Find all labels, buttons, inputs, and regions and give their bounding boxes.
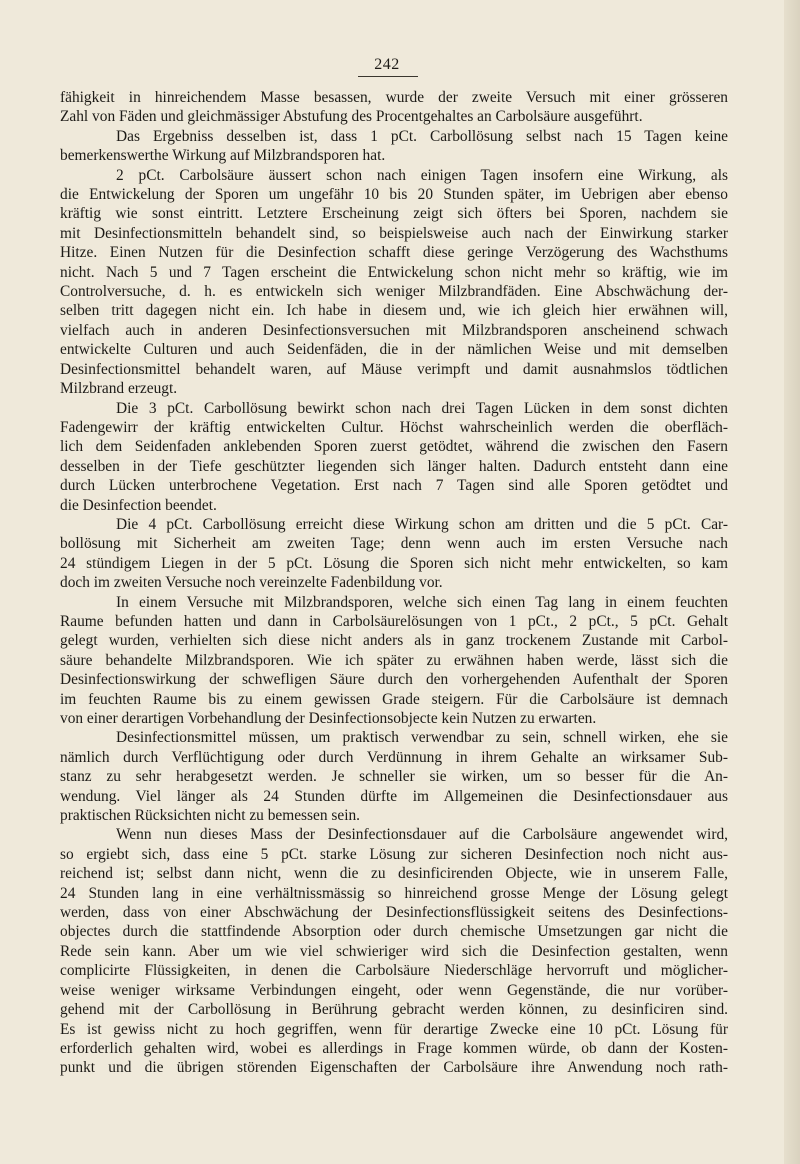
text-line: Milzbrand erzeugt. — [60, 380, 178, 398]
page-number-rule — [358, 76, 418, 77]
text-line: Die 3 pCt. Carbollösung bewirkt schon nach drei Tagen Lücken in dem sonst dichten — [116, 399, 728, 417]
text-line: wendung. Viel länger als 24 Stunden dürfte im Allgemeinen die Desinfectionsdauer aus — [60, 787, 728, 805]
text-line: Raume befunden hatten und dann in Carbolsäurelösungen von 1 pCt., 2 pCt., 5 pCt. Gehalt — [60, 612, 728, 630]
text-line: säure behandelte Milzbrandsporen. Wie ich später zu erwähnen haben werde, lässt sich die — [60, 651, 728, 669]
body-text — [60, 88, 728, 1078]
text-line: Desinfectionswirkung der schwefligen Säure durch den vorhergehenden Aufenthalt der Sporen — [60, 671, 728, 689]
text-line: fähigkeit in hinreichendem Masse besassen, wurde der zweite Versuch mit einer grösseren — [60, 89, 728, 106]
text-line: so ergiebt sich, dass eine 5 pCt. starke Lösung zur sicheren Desinfection noch nicht aus- — [60, 845, 728, 863]
text-line: die Entwickelung der Sporen um ungefähr 10 bis 20 Stunden später, im Uebrigen aber ebenso — [60, 186, 728, 204]
text-line: In einem Versuche mit Milzbrandsporen, welche sich einen Tag lang in einem feuchten — [116, 593, 728, 611]
text-line: complicirte Flüssigkeiten, in denen die Carbolsäure Niederschläge hervorruft und möglicher- — [60, 962, 728, 980]
text-line: Die 4 pCt. Carbollösung erreicht diese Wirkung schon am dritten und die 5 pCt. Car- — [116, 515, 728, 533]
text-line: desselben in der Tiefe geschützter liegenden sich länger halten. Dadurch entsteht dann eine — [60, 457, 728, 475]
text-line: werden, dass von einer Abschwächung der Desinfectionsflüssigkeit seitens des Desinfections- — [60, 904, 728, 922]
text-line: im feuchten Raume bis zu einem gewissen Grade steigern. Für die Carbolsäure ist demnach — [60, 690, 728, 708]
text-line: bemerkenswerthe Wirkung auf Milzbrandsporen hat. — [60, 147, 386, 165]
text-line: entwickelte Culturen und auch Seidenfäden, die in der nämlichen Weise und mit demselben — [60, 341, 728, 359]
text-line: vielfach auch in anderen Desinfectionsversuchen mit Milzbrandsporen anscheinend schwach — [60, 321, 728, 339]
text-line: objectes durch die stattfindende Absorption oder durch chemische Umsetzungen gar nicht die — [60, 923, 728, 941]
text-line: stanz zu sehr herabgesetzt werden. Je schneller sie wirken, um so besser für die An- — [60, 768, 728, 786]
text-line: Wenn nun dieses Mass der Desinfectionsdauer auf die Carbolsäure angewendet wird, — [116, 826, 728, 844]
text-line: 24 stündigem Liegen in der 5 pCt. Lösung die Sporen sich nicht mehr entwickelten, so kam — [60, 554, 728, 572]
text-line: weise weniger wirksame Verbindungen eingeht, oder wenn Gegenstände, die nur vorüber- — [60, 981, 728, 999]
text-line: punkt und die übrigen störenden Eigenschaften der Carbolsäure ihre Anwendung noch rath- — [60, 1059, 728, 1077]
text-line: Controlversuche, d. h. es entwickeln sich weniger Milzbrandfäden. Eine Abschwächung der- — [60, 283, 728, 301]
text-line: nämlich durch Verflüchtigung oder durch Verdünnung in ihrem Gehalte an wirksamer Sub- — [60, 748, 728, 766]
text-line: lich dem Seidenfaden anklebenden Sporen zuerst getödtet, während die zwischen den Fasern — [60, 438, 728, 456]
text-line: Hitze. Einen Nutzen für die Desinfection schafft diese geringe Verzögerung des Wachsthums — [60, 244, 728, 262]
page-edge — [784, 0, 800, 1164]
text-line: erforderlich gehalten wird, wobei es allerdings in Frage kommen würde, ob dann der Kosten- — [60, 1039, 728, 1057]
text-line: bollösung mit Sicherheit am zweiten Tage; denn wenn auch im ersten Versuche nach — [60, 535, 728, 553]
text-line: selben tritt dagegen nicht ein. Ich habe in diesem und, wie ich gleich hier erwähnen will, — [60, 302, 728, 320]
text-line: Das Ergebniss desselben ist, dass 1 pCt. Carbollösung selbst nach 15 Tagen keine — [116, 127, 728, 145]
text-line: nicht. Nach 5 und 7 Tagen erscheint die Entwickelung schon nicht mehr so kräftig, wie im — [60, 263, 728, 281]
text-line: kräftig wie sonst eintritt. Letztere Erscheinung zeigt sich öfters bei Sporen, nachdem sie — [60, 205, 728, 223]
text-line: Rede sein kann. Aber um wie viel schwieriger wird sich die Desinfection gestalten, wenn — [60, 942, 728, 960]
text-line: durch Lücken unterbrochene Vegetation. Erst nach 7 Tagen sind alle Sporen getödtet und — [60, 477, 728, 495]
text-line: die Desinfection beendet. — [60, 496, 217, 514]
text-line: mit Desinfectionsmitteln behandelt sind, so beispielsweise auch nach der Einwirkung starker — [60, 224, 728, 242]
text-line: Desinfectionsmittel müssen, um praktisch verwendbar zu sein, schnell wirken, ehe sie — [116, 729, 728, 747]
text-line: doch im zweiten Versuche noch vereinzelte Fadenbildung vor. — [60, 574, 443, 592]
text-line: Zahl von Fäden und gleichmässiger Abstufung des Procentgehaltes an Carbolsäure ausgeführt. — [60, 108, 643, 126]
text-line: praktischen Rücksichten nicht zu bemessen sein. — [60, 807, 361, 825]
text-line: gehend mit der Carbollösung in Berührung gebracht werden können, zu desinficiren sind. — [60, 1001, 728, 1019]
text-line: reichend ist; selbst dann nicht, wenn die zu desinficirenden Objecte, wie in unserem Falle, — [60, 865, 728, 883]
text-line: 2 pCt. Carbolsäure äussert schon nach einigen Tagen insofern eine Wirkung, als — [116, 166, 728, 184]
text-line: Fadengewirr der kräftig entwickelten Cultur. Höchst wahrscheinlich werden die oberfläch- — [60, 418, 728, 436]
text-line: gelegt wurden, verhielten sich diese nicht anders als in ganz trockenem Zustande mit Carbol- — [60, 632, 728, 650]
text-line: Es ist gewiss nicht zu hoch gegriffen, wenn für derartige Zwecke eine 10 pCt. Lösung für — [60, 1020, 728, 1038]
page-number: 242 — [374, 56, 400, 73]
text-line: Desinfectionsmittel behandelt waren, auf Mäuse verimpft und damit ausnahmslos tödtlichen — [60, 360, 728, 378]
text-line: von einer derartigen Vorbehandlung der Desinfectionsobjecte kein Nutzen zu erwarten. — [60, 710, 597, 727]
text-line: 24 Stunden lang in eine verhältnissmässig so hinreichend grosse Menge der Lösung gelegt — [60, 884, 728, 902]
